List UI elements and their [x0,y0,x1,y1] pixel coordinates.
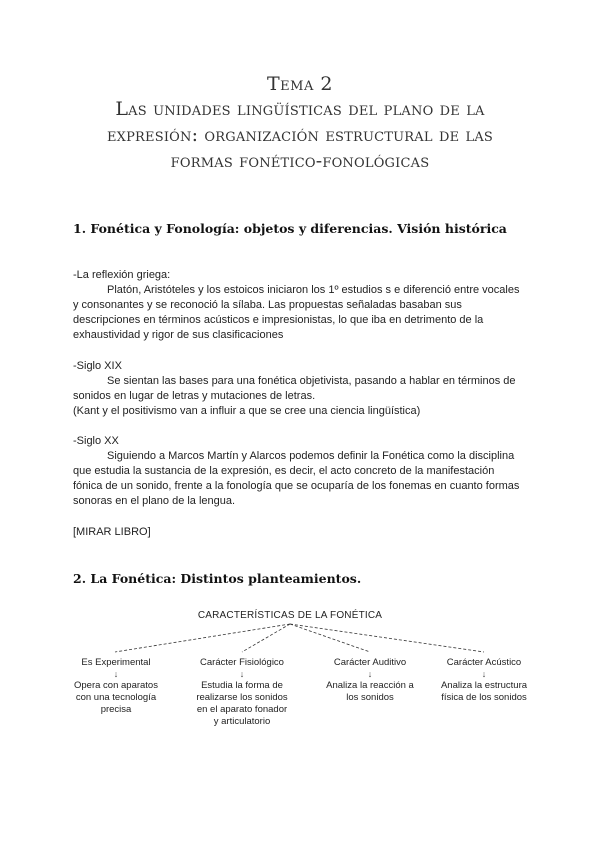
mirar-libro-note: [MIRAR LIBRO] [73,526,151,538]
connector-1 [115,624,290,652]
diagram-col-experimental [56,657,176,716]
col-fisiologico-desc-2: realizarse los sonidos [196,692,288,703]
col-fisiologico-desc-3: en el aparato fonador [196,704,288,715]
down-arrow-icon: ↓ [367,669,373,679]
block-greek-line-4: exhaustividad y rigor de sus clasificaciones [73,329,284,341]
block-xix-line-2: sonidos en lugar de letras y mutaciones de letras. [73,390,316,402]
title-block [60,72,540,174]
col-experimental-desc-3: precisa [100,704,132,715]
block-xx-line-3: fónica de un sonido, frente a la fonología que se ocuparía de los fonemas en cuanto formas [73,480,520,492]
block-greek-label: -La reflexión griega: [73,269,171,281]
col-auditivo-desc-2: los sonidos [346,692,394,703]
subtitle-line-2: expresión: organización estructural de las [106,124,494,146]
block-greek-line-1: Platón, Aristóteles y los estoicos iniciaron los 1º estudios s e diferenció entre vocales [107,284,520,296]
connector-4 [290,624,484,652]
col-experimental-desc-2: con una tecnología [75,692,157,703]
down-arrow-icon: ↓ [481,669,487,679]
block-xix [73,359,533,419]
col-fisiologico-desc-4: y articulatorio [213,716,271,727]
col-acustico-head: Carácter Acústico [446,657,522,668]
block-xx-label: -Siglo XX [73,435,119,447]
down-arrow-icon: ↓ [239,669,245,679]
block-greek-line-2: y consonantes y se reconoció la sílaba. Las propuestas señaladas basaban sus [73,299,462,311]
col-auditivo-desc-1: Analiza la reacción a [326,680,414,691]
section1-heading: 1. Fonética y Fonología: objetos y diferencias. Visión histórica [73,221,507,236]
diagram-col-acustico [424,657,544,704]
block-greek [73,268,533,343]
connector-3 [290,624,370,652]
block-xx-line-2: que estudia la sustancia de la expresión, es decir, el acto concreto de la manifestación [73,465,495,477]
col-experimental-head: Es Experimental [81,657,151,668]
down-arrow-icon: ↓ [113,669,119,679]
col-acustico-desc-2: física de los sonidos [441,692,527,703]
col-experimental-desc-1: Opera con aparatos [74,680,158,691]
diagram-col-auditivo [310,657,430,704]
col-fisiologico-head: Carácter Fisiológico [200,657,284,668]
section2-heading: 2. La Fonética: Distintos planteamientos. [73,571,362,586]
diagram-title: CARACTERÍSTICAS DE LA FONÉTICA [197,610,383,621]
connector-2 [242,624,290,652]
diagram-col-fisiologico [182,657,302,728]
subtitle-line-1: Las unidades lingüísticas del plano de la [115,98,485,120]
col-fisiologico-desc-1: Estudia la forma de [201,680,283,691]
tema-heading: Tema 2 [267,73,333,95]
subtitle-line-3: formas fonético-fonológicas [170,150,430,172]
block-xx-line-1: Siguiendo a Marcos Martín y Alarcos podemos definir la Fonética como la disciplina [107,450,515,462]
block-xix-label: -Siglo XIX [73,360,122,372]
block-xx [73,434,533,509]
col-auditivo-head: Carácter Auditivo [333,657,407,668]
block-xix-line-3: (Kant y el positivismo van a influir a que se cree una ciencia lingüística) [73,405,421,417]
block-xix-line-1: Se sientan las bases para una fonética objetivista, pasando a hablar en términos de [107,375,516,387]
col-acustico-desc-1: Analiza la estructura [440,680,528,691]
block-greek-line-3: descripciones en términos acústicos e impresionistas, lo que iba en detrimento de la [73,314,484,326]
block-xx-line-4: sonoras en el plano de la lengua. [73,495,236,507]
